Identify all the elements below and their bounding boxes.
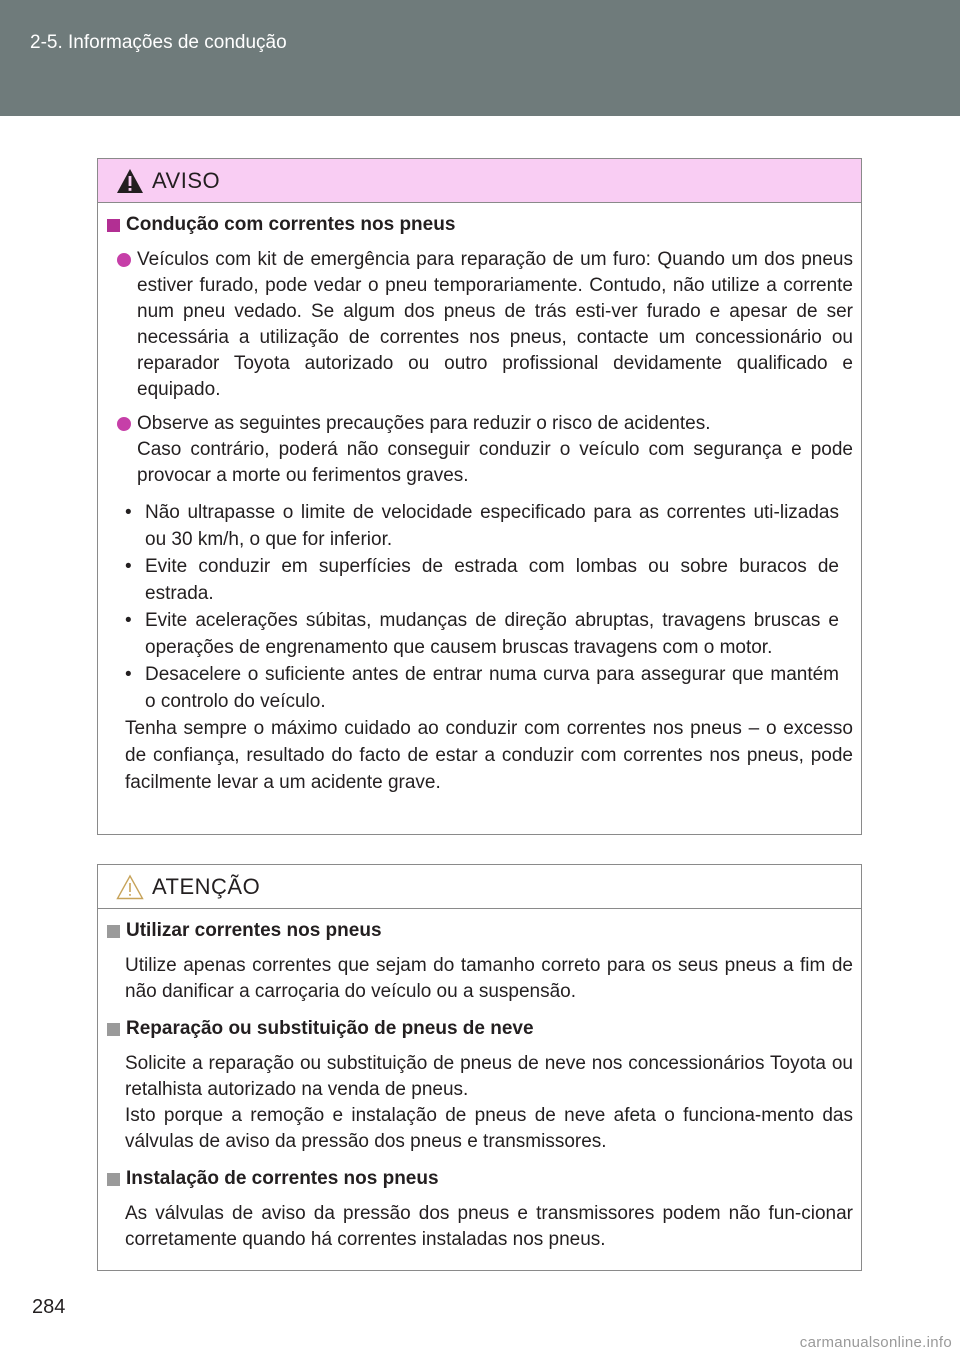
bullet-text: Evite acelerações súbitas, mudanças de direção abruptas, travagens bruscas e operações de engrenamento que causem bruscas travagens com o motor. bbox=[145, 610, 839, 658]
notice-section-text: Utilize apenas correntes que sejam do tamanho correto para os seus pneus a fim de não danificar a carroçaria do veículo ou a suspensão. bbox=[125, 955, 853, 1002]
notice-section-heading bbox=[107, 1165, 853, 1193]
notice-section-title: Reparação ou substituição de pneus de neve bbox=[126, 1018, 534, 1039]
list-item bbox=[125, 553, 853, 607]
round-bullet-icon bbox=[117, 253, 131, 267]
warning-item-1 bbox=[117, 247, 853, 403]
notice-box-header bbox=[98, 865, 861, 909]
bullet-mark: • bbox=[125, 502, 132, 523]
list-item bbox=[125, 607, 853, 661]
warning-box-body bbox=[98, 203, 861, 796]
warning-closing-text: Tenha sempre o máximo cuidado ao conduzir com correntes nos pneus – o excesso de confiança, resultado do facto de estar a conduzir com correntes nos pneus, pode facilmente levar a um acidente grave. bbox=[125, 718, 853, 793]
warning-item-2-line-1: Observe as seguintes precauções para reduzir o risco de acidentes. bbox=[137, 413, 711, 434]
notice-section-heading bbox=[107, 1015, 853, 1043]
notice-section-title: Instalação de correntes nos pneus bbox=[126, 1168, 439, 1189]
warning-item-2-line-2: Caso contrário, poderá não conseguir conduzir o veículo com segurança e pode provocar a morte ou ferimentos graves. bbox=[137, 439, 853, 486]
list-item bbox=[125, 661, 853, 715]
notice-section-text-2: Isto porque a remoção e instalação de pneus de neve afeta o funciona-mento das válvulas de aviso da pressão dos pneus e transmissores. bbox=[125, 1105, 853, 1152]
notice-box bbox=[97, 864, 862, 1271]
square-bullet-icon bbox=[107, 219, 120, 232]
warning-section-heading bbox=[107, 211, 853, 239]
warning-section-title: Condução com correntes nos pneus bbox=[126, 214, 456, 235]
notice-section-heading bbox=[107, 917, 853, 945]
warning-triangle-icon bbox=[116, 168, 144, 194]
page-number: 284 bbox=[32, 1296, 66, 1318]
section-title: 2-5. Informações de condução bbox=[30, 32, 287, 53]
notice-section-text: Solicite a reparação ou substituição de pneus de neve nos concessionários Toyota ou retalhista autorizado na venda de pneus. bbox=[125, 1053, 853, 1100]
warning-bullet-list bbox=[125, 499, 853, 715]
warning-label: AVISO bbox=[152, 167, 221, 193]
notice-section-title: Utilizar correntes nos pneus bbox=[126, 920, 382, 941]
square-bullet-icon bbox=[107, 925, 120, 938]
bullet-mark: • bbox=[125, 664, 132, 685]
watermark: carmanualsonline.info bbox=[799, 1334, 952, 1351]
warning-box-header bbox=[98, 159, 861, 203]
header-band bbox=[0, 0, 960, 116]
bullet-mark: • bbox=[125, 556, 132, 577]
round-bullet-icon bbox=[117, 417, 131, 431]
square-bullet-icon bbox=[107, 1023, 120, 1036]
warning-box bbox=[97, 158, 862, 835]
bullet-mark: • bbox=[125, 610, 132, 631]
list-item bbox=[125, 499, 853, 553]
warning-item-2 bbox=[117, 411, 853, 489]
notice-section-text: As válvulas de aviso da pressão dos pneus e transmissores podem não fun-cionar corretamente quando há correntes instaladas nos pneus. bbox=[125, 1203, 853, 1250]
notice-box-body bbox=[98, 909, 861, 1253]
bullet-text: Evite conduzir em superfícies de estrada com lombas ou sobre buracos de estrada. bbox=[145, 556, 839, 604]
bullet-text: Desacelere o suficiente antes de entrar numa curva para assegurar que mantém o controlo do veículo. bbox=[145, 664, 839, 712]
warning-item-1-text: Veículos com kit de emergência para reparação de um furo: Quando um dos pneus estiver furado, pode vedar o pneu temporariamente. Contudo, não utilize a corrente num pneu vedado. Se algum dos pneus de trás esti-ver furado e apesar de ser necessária a utilização de correntes nos pneus, contacte um concessionário ou reparador Toyota autorizado ou outro profissional devidamente qualificado e equipado. bbox=[137, 249, 853, 400]
warning-item-2-text bbox=[137, 411, 853, 489]
notice-label: ATENÇÃO bbox=[152, 873, 261, 899]
square-bullet-icon bbox=[107, 1173, 120, 1186]
caution-triangle-outline-icon bbox=[116, 874, 144, 900]
bullet-text: Não ultrapasse o limite de velocidade especificado para as correntes uti-lizadas ou 30 km/h, o que for inferior. bbox=[145, 502, 839, 550]
